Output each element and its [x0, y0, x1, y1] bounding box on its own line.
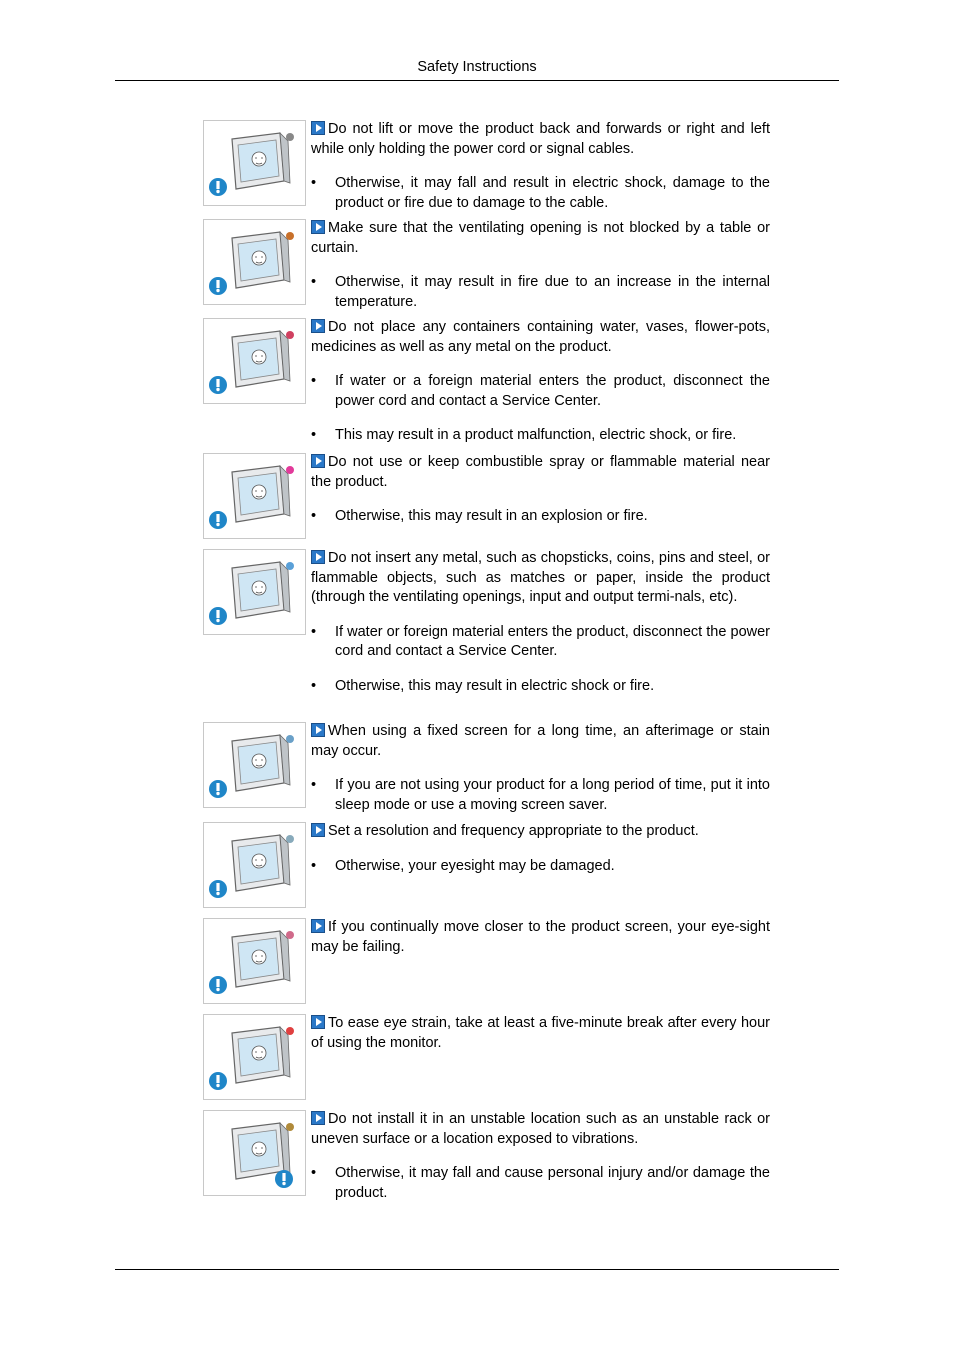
resolution-warning-icon — [203, 822, 306, 908]
instruction-lead-text: Set a resolution and frequency appropriate to the product. — [328, 823, 699, 839]
instruction-bullet-text: Otherwise, it may fall and cause personal injury and/or damage the product. — [335, 1165, 770, 1201]
instruction-bullet-text: Otherwise, it may fall and result in electric shock, damage to the product or fire due to damage to the cable. — [335, 175, 770, 211]
containers-on-product-warning-icon — [203, 318, 306, 404]
safety-item-text — [311, 549, 770, 696]
alert-exclamation-icon — [209, 976, 227, 994]
alert-exclamation-icon — [209, 511, 227, 529]
alert-exclamation-icon — [209, 277, 227, 295]
viewing-distance-warning-icon — [203, 918, 306, 1004]
instruction-lead — [311, 318, 770, 357]
inserting-objects-warning-icon — [203, 549, 306, 635]
blue-arrow-marker-icon — [311, 121, 325, 135]
instruction-lead — [311, 918, 770, 957]
instruction-lead — [311, 822, 770, 842]
safety-item-text — [311, 1110, 770, 1203]
afterimage-warning-icon — [203, 722, 306, 808]
safety-item-text — [311, 918, 770, 957]
instruction-lead-text: If you continually move closer to the product screen, your eye-sight may be failing. — [311, 919, 770, 955]
instruction-bullet — [311, 273, 770, 312]
header-rule — [115, 80, 839, 81]
bullet-dot: • — [311, 777, 317, 793]
eye-strain-warning-icon — [203, 1014, 306, 1100]
alert-exclamation-icon — [209, 780, 227, 798]
alert-exclamation-icon — [209, 607, 227, 625]
blue-arrow-marker-icon — [311, 1111, 325, 1125]
unstable-location-warning-icon — [203, 1110, 306, 1196]
safety-item-text — [311, 822, 770, 876]
lifting-by-cable-warning-icon — [203, 120, 306, 206]
blue-arrow-marker-icon — [311, 454, 325, 468]
instruction-lead — [311, 453, 770, 492]
instruction-bullet — [311, 857, 770, 877]
alert-exclamation-icon — [209, 376, 227, 394]
blue-arrow-marker-icon — [311, 319, 325, 333]
blue-arrow-marker-icon — [311, 723, 325, 737]
alert-exclamation-icon — [209, 1072, 227, 1090]
safety-item-text — [311, 722, 770, 815]
instruction-lead — [311, 219, 770, 258]
flammable-spray-warning-icon — [203, 453, 306, 539]
instruction-bullet-text: This may result in a product malfunction, electric shock, or fire. — [335, 427, 737, 443]
page-header-title: Safety Instructions — [417, 59, 537, 75]
instruction-lead — [311, 1014, 770, 1053]
instruction-bullet-text: If you are not using your product for a long period of time, put it into sleep mode or use a moving screen saver. — [335, 777, 770, 813]
instruction-bullet — [311, 776, 770, 815]
instruction-bullet-text: Otherwise, it may result in fire due to an increase in the internal temperature. — [335, 274, 770, 310]
instruction-bullet-text: Otherwise, this may result in an explosion or fire. — [335, 508, 648, 524]
instruction-lead — [311, 120, 770, 159]
blue-arrow-marker-icon — [311, 823, 325, 837]
instruction-lead-text: Do not insert any metal, such as chopsticks, coins, pins and steel, or flammable objects, such as matches or paper, inside the product (through the ventilating openings, input and output termi-nals, etc). — [311, 550, 770, 605]
alert-exclamation-icon — [209, 880, 227, 898]
instruction-lead-text: Do not lift or move the product back and forwards or right and left while only holding the power cord or signal cables. — [311, 121, 770, 157]
blue-arrow-marker-icon — [311, 550, 325, 564]
blue-arrow-marker-icon — [311, 919, 325, 933]
instruction-bullet — [311, 623, 770, 662]
instruction-bullet — [311, 507, 770, 527]
bullet-dot: • — [311, 677, 317, 694]
instruction-bullet — [311, 426, 770, 446]
bullet-dot: • — [311, 623, 317, 640]
instruction-lead-text: Do not install it in an unstable location such as an unstable rack or uneven surface or a location exposed to vibrations. — [311, 1111, 770, 1147]
bullet-dot: • — [311, 427, 317, 443]
instruction-lead — [311, 1110, 770, 1149]
bullet-dot: • — [311, 373, 317, 389]
instruction-lead — [311, 549, 770, 608]
safety-item-text — [311, 318, 770, 446]
instruction-lead-text: To ease eye strain, take at least a five-minute break after every hour of using the monitor. — [311, 1015, 770, 1051]
safety-item-text — [311, 219, 770, 312]
instruction-lead-text: Do not use or keep combustible spray or flammable material near the product. — [311, 454, 770, 490]
instruction-bullet — [311, 677, 770, 697]
bullet-dot: • — [311, 274, 317, 290]
bullet-dot: • — [311, 508, 317, 524]
blocked-ventilation-warning-icon — [203, 219, 306, 305]
instruction-bullet-text: If water or a foreign material enters the product, disconnect the power cord and contact a Service Center. — [335, 373, 770, 409]
footer-rule — [115, 1269, 839, 1270]
instruction-bullet-text: If water or foreign material enters the product, disconnect the power cord and contact a Service Center. — [335, 623, 770, 659]
bullet-dot: • — [311, 175, 317, 191]
alert-exclamation-icon — [209, 178, 227, 196]
instruction-lead-text: Make sure that the ventilating opening is not blocked by a table or curtain. — [311, 220, 770, 256]
safety-item-text — [311, 453, 770, 527]
bullet-dot: • — [311, 857, 317, 874]
instruction-bullet — [311, 174, 770, 213]
blue-arrow-marker-icon — [311, 220, 325, 234]
instruction-lead-text: Do not place any containers containing water, vases, flower-pots, medicines as well as any metal on the product. — [311, 319, 770, 355]
bullet-dot: • — [311, 1165, 317, 1181]
instruction-bullet-text: Otherwise, your eyesight may be damaged. — [335, 857, 615, 874]
alert-exclamation-icon — [275, 1170, 293, 1188]
instruction-bullet — [311, 1164, 770, 1203]
safety-item-text — [311, 120, 770, 213]
blue-arrow-marker-icon — [311, 1015, 325, 1029]
instruction-bullet-text: Otherwise, this may result in electric shock or fire. — [335, 677, 655, 694]
safety-item-text — [311, 1014, 770, 1053]
instruction-bullet — [311, 372, 770, 411]
instruction-lead — [311, 722, 770, 761]
instruction-lead-text: When using a fixed screen for a long time, an afterimage or stain may occur. — [311, 723, 770, 759]
